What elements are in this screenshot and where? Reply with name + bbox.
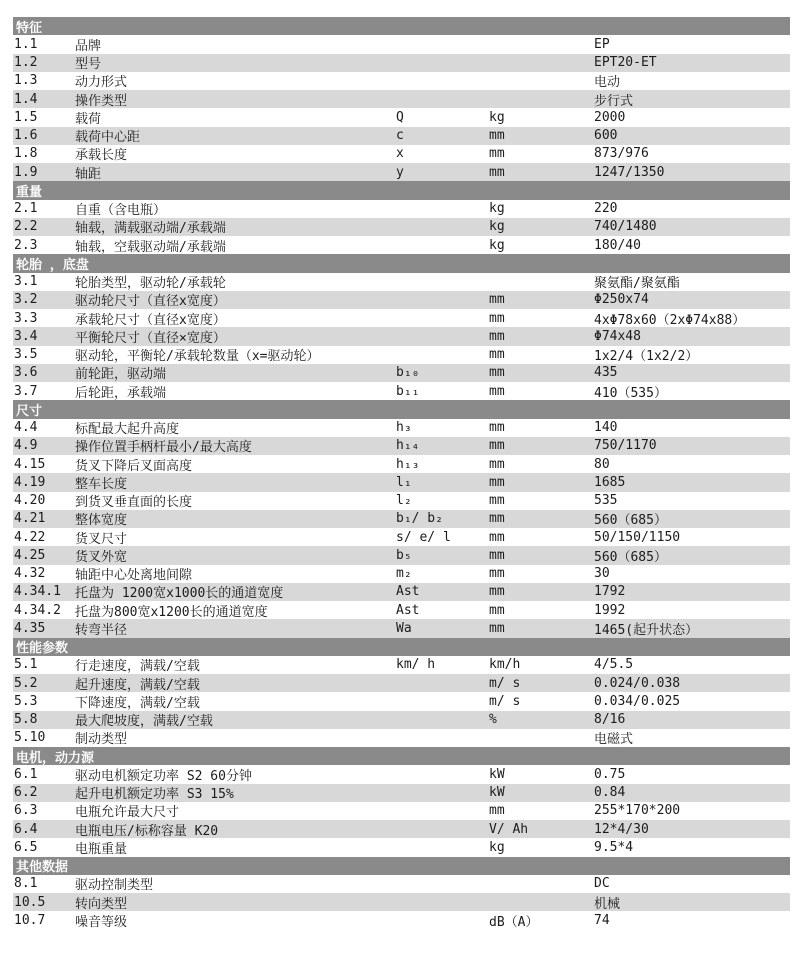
row-number: 4.20 <box>14 493 46 509</box>
row-value: Φ74x48 <box>594 328 641 344</box>
spec-row <box>13 784 790 802</box>
row-unit: kg <box>489 109 505 125</box>
spec-row <box>13 273 790 291</box>
spec-row <box>13 765 790 783</box>
row-value: 步行式 <box>594 93 634 109</box>
row-unit: V/ Ah <box>489 821 529 837</box>
row-unit: kg <box>489 201 505 217</box>
row-description: 转向类型 <box>75 896 128 912</box>
row-unit: mm <box>489 328 505 344</box>
row-description: 操作类型 <box>75 93 128 109</box>
row-description: 载荷 <box>75 111 102 127</box>
spec-row <box>13 619 790 637</box>
row-value: 220 <box>594 201 618 217</box>
row-description: 噪音等级 <box>75 914 128 930</box>
row-symbol: b₅ <box>396 547 412 563</box>
row-symbol: l₁ <box>396 474 412 490</box>
spec-row <box>13 601 790 619</box>
row-unit: mm <box>489 547 505 563</box>
row-value: 8/16 <box>594 712 626 728</box>
row-description: 货叉下降后叉面高度 <box>75 458 193 474</box>
row-description: 承载轮尺寸（直径x宽度） <box>75 312 226 328</box>
row-number: 4.15 <box>14 456 46 472</box>
spec-row <box>13 218 790 236</box>
spec-row <box>13 419 790 437</box>
row-description: 下降速度，满载/空载 <box>75 695 200 711</box>
row-number: 1.5 <box>14 109 38 125</box>
row-value: 0.84 <box>594 785 626 801</box>
row-number: 6.3 <box>14 803 38 819</box>
row-unit: m/ s <box>489 693 521 709</box>
spec-row <box>13 309 790 327</box>
section-title: 重量 <box>16 184 43 200</box>
spec-row <box>13 729 790 747</box>
row-unit: mm <box>489 383 505 399</box>
row-unit: mm <box>489 128 505 144</box>
row-description: 前轮距，驱动端 <box>75 367 167 383</box>
row-value: 74 <box>594 912 610 928</box>
row-description: 制动类型 <box>75 732 128 748</box>
row-unit: mm <box>489 529 505 545</box>
row-number: 1.4 <box>14 91 38 107</box>
row-unit: mm <box>489 456 505 472</box>
row-number: 2.3 <box>14 237 38 253</box>
spec-row <box>13 145 790 163</box>
spec-row <box>13 72 790 90</box>
spec-row <box>13 54 790 72</box>
row-value: 1x2/4（1x2/2） <box>594 349 699 365</box>
row-unit: kg <box>489 237 505 253</box>
row-number: 5.10 <box>14 730 46 746</box>
row-number: 3.4 <box>14 328 38 344</box>
section-title: 轮胎 ，底盘 <box>16 257 89 273</box>
spec-row <box>13 711 790 729</box>
row-number: 4.32 <box>14 566 46 582</box>
row-unit: mm <box>489 584 505 600</box>
row-description: 轴载，空载驱动端/承载端 <box>75 239 226 255</box>
row-symbol: Wa <box>396 620 412 636</box>
row-number: 5.2 <box>14 675 38 691</box>
row-number: 6.4 <box>14 821 38 837</box>
row-unit: mm <box>489 620 505 636</box>
row-description: 品牌 <box>75 38 102 54</box>
row-symbol: h₃ <box>396 420 412 436</box>
row-unit: mm <box>489 292 505 308</box>
row-description: 货叉外宽 <box>75 549 128 565</box>
row-number: 4.34.2 <box>14 602 61 618</box>
row-unit: mm <box>489 602 505 618</box>
row-value: EPT20-ET <box>594 55 657 71</box>
row-value: 255*170*200 <box>594 803 681 819</box>
row-unit: km/h <box>489 657 521 673</box>
row-value: 4/5.5 <box>594 657 634 673</box>
row-number: 5.3 <box>14 693 38 709</box>
spec-row <box>13 127 790 145</box>
row-value: 4xΦ78x60（2xΦ74x88） <box>594 312 746 328</box>
row-value: 410（535） <box>594 385 667 401</box>
row-value: 1992 <box>594 602 626 618</box>
row-unit: mm <box>489 420 505 436</box>
row-number: 6.5 <box>14 839 38 855</box>
spec-row <box>13 35 790 53</box>
row-number: 1.1 <box>14 36 38 52</box>
spec-row <box>13 838 790 856</box>
row-number: 3.6 <box>14 365 38 381</box>
row-description: 起升电机额定功率 S3 15% <box>75 787 234 803</box>
row-value: Φ250x74 <box>594 292 649 308</box>
row-symbol: s/ e/ l <box>396 529 451 545</box>
row-number: 3.2 <box>14 292 38 308</box>
row-number: 3.7 <box>14 383 38 399</box>
row-value: 750/1170 <box>594 438 657 454</box>
row-description: 托盘为 1200宽x1000长的通道宽度 <box>75 586 284 602</box>
row-number: 2.1 <box>14 201 38 217</box>
row-number: 4.35 <box>14 620 46 636</box>
row-description: 动力形式 <box>75 75 128 91</box>
row-value: 1465(起升状态） <box>594 622 699 638</box>
row-number: 4.25 <box>14 547 46 563</box>
spec-row <box>13 893 790 911</box>
row-value: 2000 <box>594 109 626 125</box>
spec-row <box>13 674 790 692</box>
row-value: 1685 <box>594 474 626 490</box>
row-unit: mm <box>489 511 505 527</box>
spec-row <box>13 492 790 510</box>
row-value: 0.75 <box>594 766 626 782</box>
section-title: 尺寸 <box>16 403 43 419</box>
row-value: 聚氨酯/聚氨酯 <box>594 276 680 292</box>
spec-row <box>13 528 790 546</box>
row-number: 6.1 <box>14 766 38 782</box>
row-number: 6.2 <box>14 785 38 801</box>
row-description: 轴距 <box>75 166 102 182</box>
row-unit: mm <box>489 803 505 819</box>
row-description: 货叉尺寸 <box>75 531 128 547</box>
spec-row <box>13 346 790 364</box>
row-value: 1792 <box>594 584 626 600</box>
row-unit: m/ s <box>489 675 521 691</box>
row-value: 9.5*4 <box>594 839 634 855</box>
row-symbol: b₁₁ <box>396 383 420 399</box>
row-description: 电瓶重量 <box>75 841 128 857</box>
row-unit: mm <box>489 566 505 582</box>
row-description: 轴载，满载驱动端/承载端 <box>75 221 226 237</box>
row-unit: mm <box>489 438 505 454</box>
row-description: 电瓶允许最大尺寸 <box>75 805 180 821</box>
row-number: 1.3 <box>14 73 38 89</box>
row-value: 电动 <box>594 75 621 91</box>
spec-row <box>13 802 790 820</box>
section-title: 电机，动力源 <box>16 750 95 766</box>
row-description: 托盘为800宽x1200长的通道宽度 <box>75 604 268 620</box>
row-value: 80 <box>594 456 610 472</box>
row-number: 1.6 <box>14 128 38 144</box>
row-value: 50/150/1150 <box>594 529 681 545</box>
row-unit: mm <box>489 146 505 162</box>
spec-row <box>13 291 790 309</box>
section-header <box>13 254 790 272</box>
section-header <box>13 857 790 875</box>
row-value: 1247/1350 <box>594 164 665 180</box>
section-header <box>13 638 790 656</box>
row-value: 30 <box>594 566 610 582</box>
row-number: 10.7 <box>14 912 46 928</box>
row-description: 型号 <box>75 57 102 73</box>
row-description: 轴距中心处离地间隙 <box>75 568 193 584</box>
row-value: 873/976 <box>594 146 649 162</box>
row-symbol: c <box>396 128 404 144</box>
row-value: DC <box>594 876 610 892</box>
row-description: 驱动电机额定功率 S2 60分钟 <box>75 768 252 784</box>
spec-row <box>13 510 790 528</box>
row-symbol: b₁₀ <box>396 365 420 381</box>
row-symbol: Q <box>396 109 404 125</box>
row-unit: mm <box>489 493 505 509</box>
spec-row <box>13 327 790 345</box>
row-number: 1.2 <box>14 55 38 71</box>
row-unit: mm <box>489 164 505 180</box>
row-number: 3.5 <box>14 347 38 363</box>
row-number: 5.1 <box>14 657 38 673</box>
row-value: 0.024/0.038 <box>594 675 681 691</box>
row-value: 560（685） <box>594 513 667 529</box>
row-number: 4.21 <box>14 511 46 527</box>
row-description: 平衡轮尺寸（直径×宽度） <box>75 330 226 346</box>
row-description: 整车长度 <box>75 476 128 492</box>
row-description: 起升速度，满载/空载 <box>75 677 200 693</box>
row-number: 10.5 <box>14 894 46 910</box>
row-description: 转弯半径 <box>75 622 128 638</box>
row-description: 标配最大起升高度 <box>75 422 180 438</box>
spec-row <box>13 565 790 583</box>
spec-row <box>13 692 790 710</box>
row-unit: mm <box>489 365 505 381</box>
row-description: 驱动控制类型 <box>75 878 154 894</box>
row-number: 3.1 <box>14 274 38 290</box>
spec-row <box>13 364 790 382</box>
row-description: 到货叉垂直面的长度 <box>75 495 193 511</box>
row-description: 驱动轮，平衡轮/承载轮数量（x=驱动轮） <box>75 349 320 365</box>
row-symbol: Ast <box>396 602 420 618</box>
row-unit: kg <box>489 839 505 855</box>
row-value: 140 <box>594 420 618 436</box>
spec-row <box>13 583 790 601</box>
spec-row <box>13 236 790 254</box>
spec-row <box>13 163 790 181</box>
spec-row <box>13 820 790 838</box>
row-unit: kg <box>489 219 505 235</box>
spec-row <box>13 875 790 893</box>
row-description: 驱动轮尺寸（直径x宽度） <box>75 294 226 310</box>
row-value: 435 <box>594 365 618 381</box>
row-description: 最大爬坡度，满载/空载 <box>75 714 213 730</box>
row-unit: kW <box>489 766 505 782</box>
row-value: 535 <box>594 493 618 509</box>
row-value: 740/1480 <box>594 219 657 235</box>
row-value: 180/40 <box>594 237 641 253</box>
row-number: 4.22 <box>14 529 46 545</box>
row-number: 3.3 <box>14 310 38 326</box>
spec-row <box>13 546 790 564</box>
section-title: 其他数据 <box>16 860 69 876</box>
section-title: 性能参数 <box>16 641 69 657</box>
spec-row <box>13 108 790 126</box>
row-symbol: Ast <box>396 584 420 600</box>
row-symbol: y <box>396 164 404 180</box>
row-number: 2.2 <box>14 219 38 235</box>
section-title: 特征 <box>16 20 43 36</box>
row-number: 8.1 <box>14 876 38 892</box>
row-number: 1.9 <box>14 164 38 180</box>
row-description: 后轮距，承载端 <box>75 385 167 401</box>
spec-row <box>13 656 790 674</box>
row-symbol: h₁₄ <box>396 438 420 454</box>
section-header <box>13 17 790 35</box>
row-description: 电瓶电压/标称容量 K20 <box>75 823 219 839</box>
spec-row <box>13 473 790 491</box>
row-symbol: x <box>396 146 404 162</box>
row-value: 600 <box>594 128 618 144</box>
row-number: 1.8 <box>14 146 38 162</box>
row-value: 0.034/0.025 <box>594 693 681 709</box>
row-value: 560（685） <box>594 549 667 565</box>
row-unit: mm <box>489 347 505 363</box>
row-number: 4.9 <box>14 438 38 454</box>
spec-table <box>13 17 790 930</box>
spec-row <box>13 437 790 455</box>
row-description: 载荷中心距 <box>75 130 141 146</box>
section-header <box>13 747 790 765</box>
row-number: 5.8 <box>14 712 38 728</box>
row-symbol: km/ h <box>396 657 436 673</box>
row-number: 4.34.1 <box>14 584 61 600</box>
row-description: 自重（含电瓶） <box>75 203 167 219</box>
row-description: 轮胎类型，驱动轮/承载轮 <box>75 276 226 292</box>
spec-row <box>13 200 790 218</box>
row-number: 4.4 <box>14 420 38 436</box>
row-description: 行走速度，满载/空载 <box>75 659 200 675</box>
section-header <box>13 181 790 199</box>
row-description: 操作位置手柄杆最小/最大高度 <box>75 440 252 456</box>
row-value: EP <box>594 36 610 52</box>
row-description: 整体宽度 <box>75 513 128 529</box>
row-description: 承载长度 <box>75 148 128 164</box>
spec-row <box>13 382 790 400</box>
row-value: 12*4/30 <box>594 821 649 837</box>
row-symbol: m₂ <box>396 566 412 582</box>
spec-row <box>13 455 790 473</box>
row-symbol: l₂ <box>396 493 412 509</box>
spec-row <box>13 911 790 929</box>
row-symbol: h₁₃ <box>396 456 420 472</box>
row-unit: kW <box>489 785 505 801</box>
row-symbol: b₁/ b₂ <box>396 511 443 527</box>
row-value: 电磁式 <box>594 732 634 748</box>
section-header <box>13 400 790 418</box>
row-value: 机械 <box>594 896 621 912</box>
row-unit: mm <box>489 474 505 490</box>
row-number: 4.19 <box>14 474 46 490</box>
row-unit: % <box>489 712 497 728</box>
row-unit: mm <box>489 310 505 326</box>
spec-row <box>13 90 790 108</box>
row-unit: dB（A） <box>489 914 539 930</box>
